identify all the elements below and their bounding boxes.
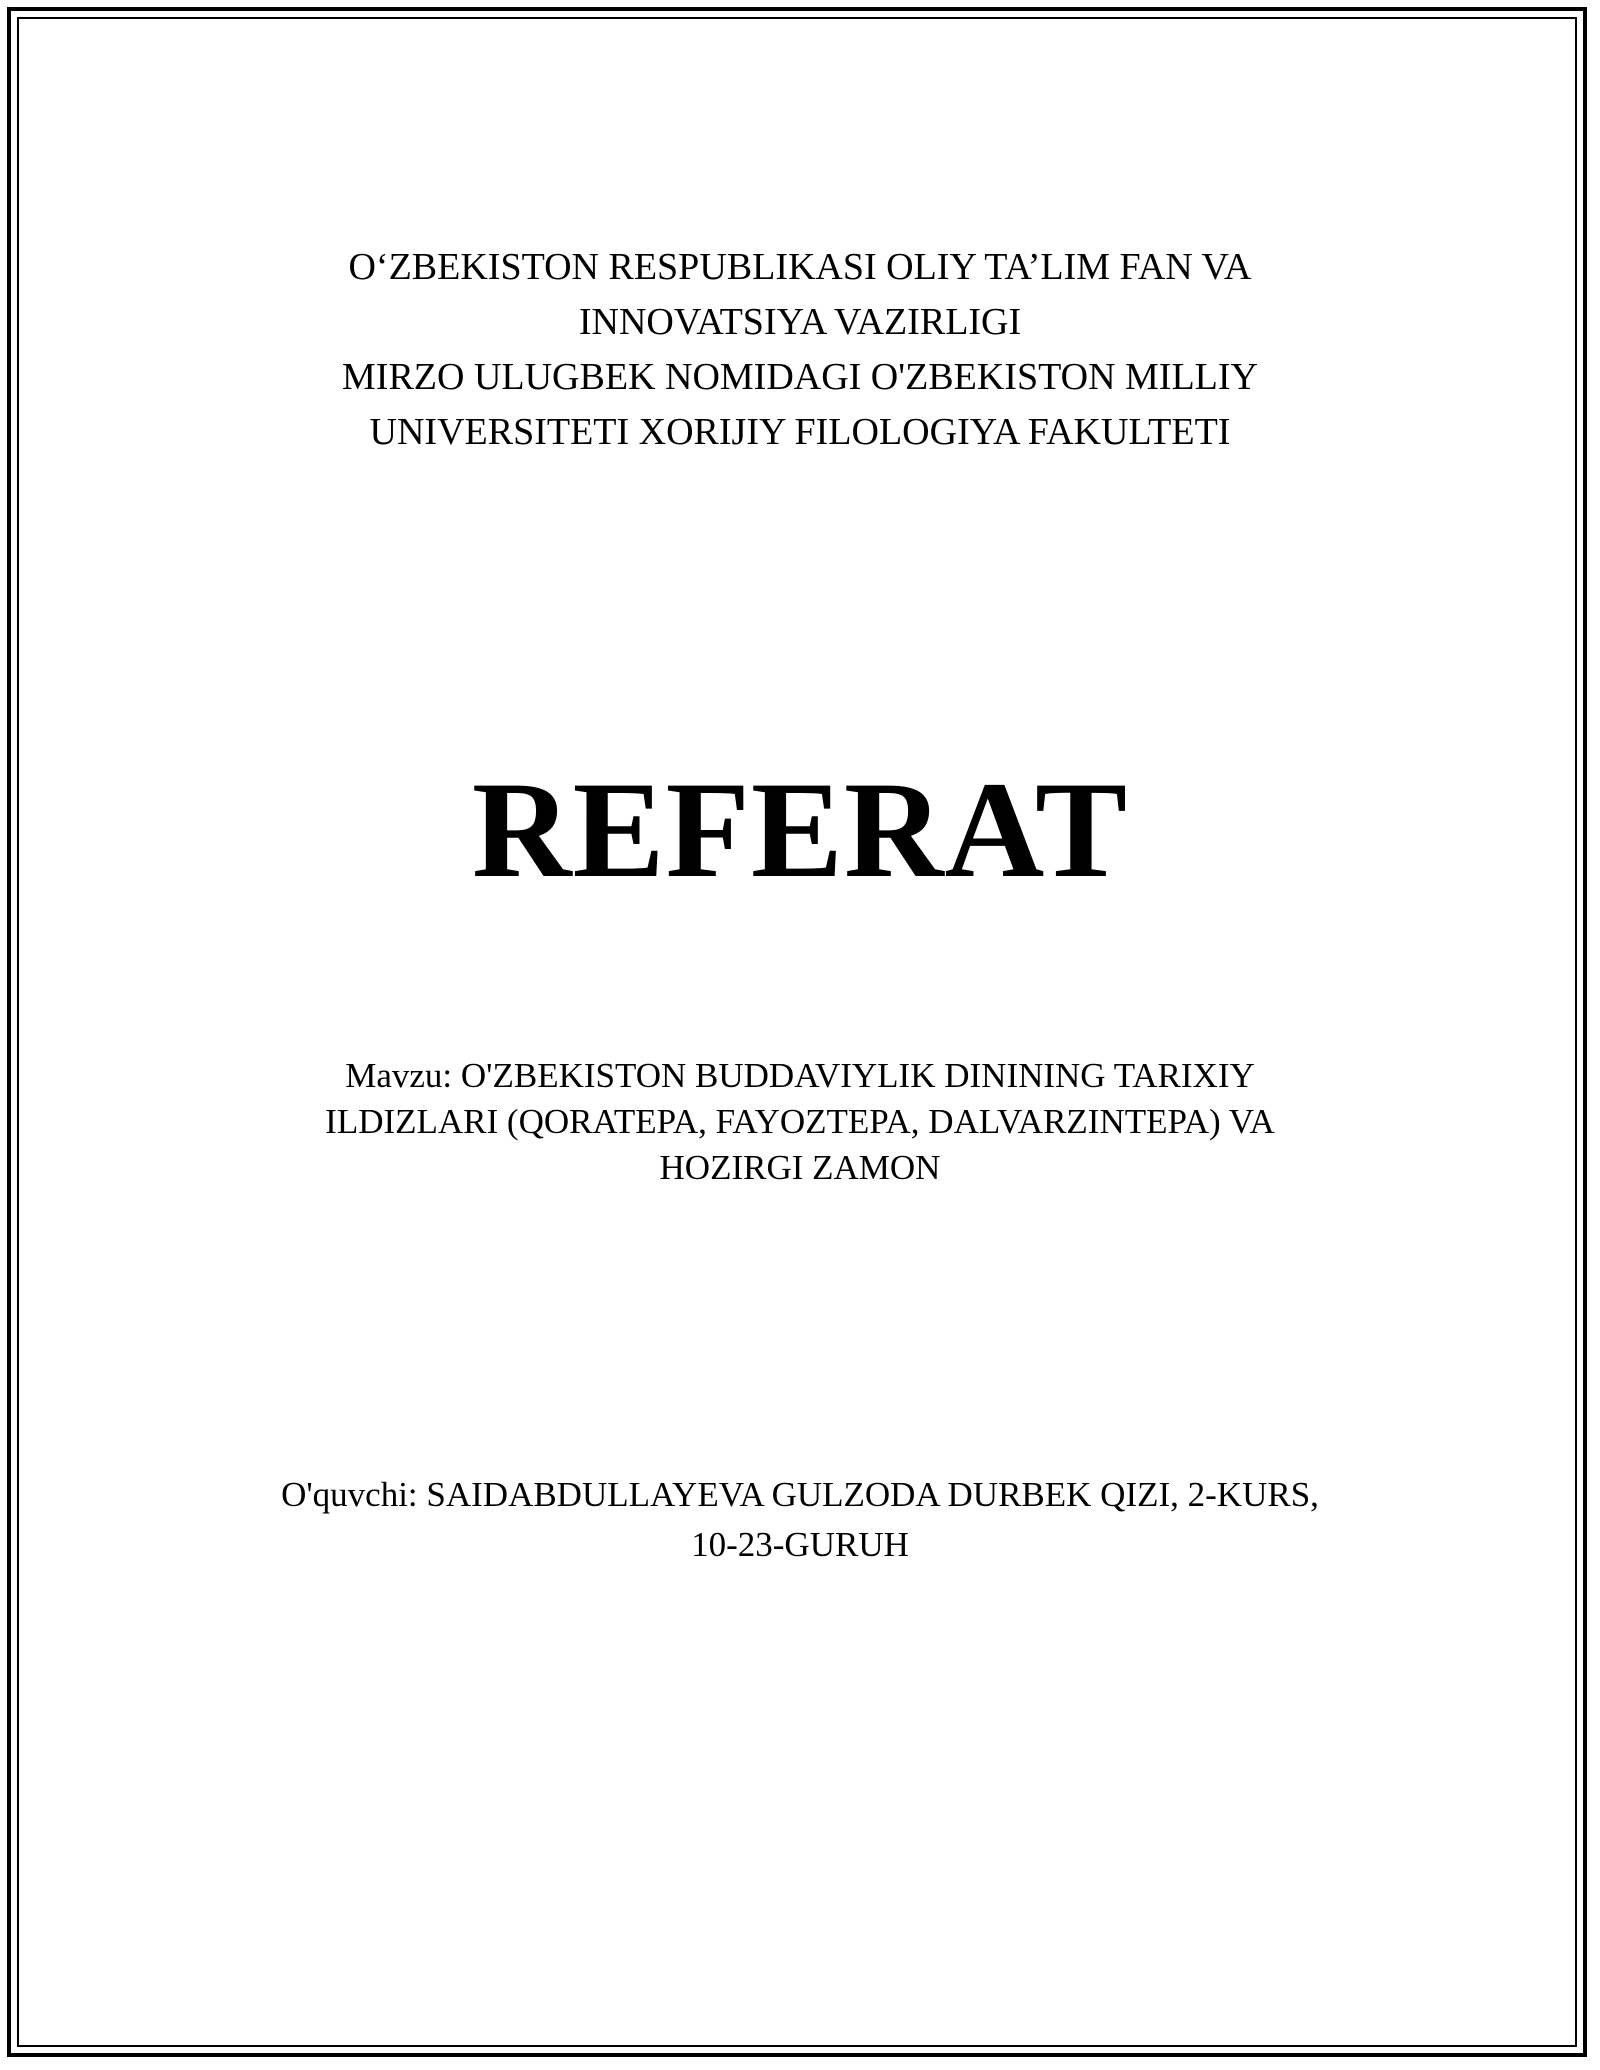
student-line-2: 10-23-GURUH bbox=[691, 1525, 909, 1564]
student-line-1: O'quvchi: SAIDABDULLAYEVA GULZODA DURBEK QIZI, 2-KURS, bbox=[281, 1475, 1319, 1514]
document-title: REFERAT bbox=[471, 753, 1129, 906]
topic-line-1: Mavzu: O'ZBEKISTON BUDDAVIYLIK DININING TARIXIY bbox=[345, 1056, 1255, 1095]
header-line-2: INNOVATSIYA VAZIRLIGI bbox=[578, 301, 1022, 343]
header-line-3: MIRZO ULUGBEK NOMIDAGI O'ZBEKISTON MILLIY bbox=[342, 356, 1258, 398]
topic-line-2: ILDIZLARI (QORATEPA, FAYOZTEPA, DALVARZINTEPA) VA bbox=[325, 1102, 1275, 1141]
topic-line-3: HOZIRGI ZAMON bbox=[659, 1148, 941, 1187]
header-line-1: O‘ZBEKISTON RESPUBLIKASI OLIY TA’LIM FAN VA bbox=[348, 246, 1252, 288]
student-block bbox=[0, 1470, 1600, 1570]
topic-block bbox=[0, 1053, 1600, 1191]
ministry-header bbox=[0, 240, 1600, 460]
header-line-4: UNIVERSITETI XORIJIY FILOLOGIYA FAKULTETI bbox=[369, 411, 1231, 453]
